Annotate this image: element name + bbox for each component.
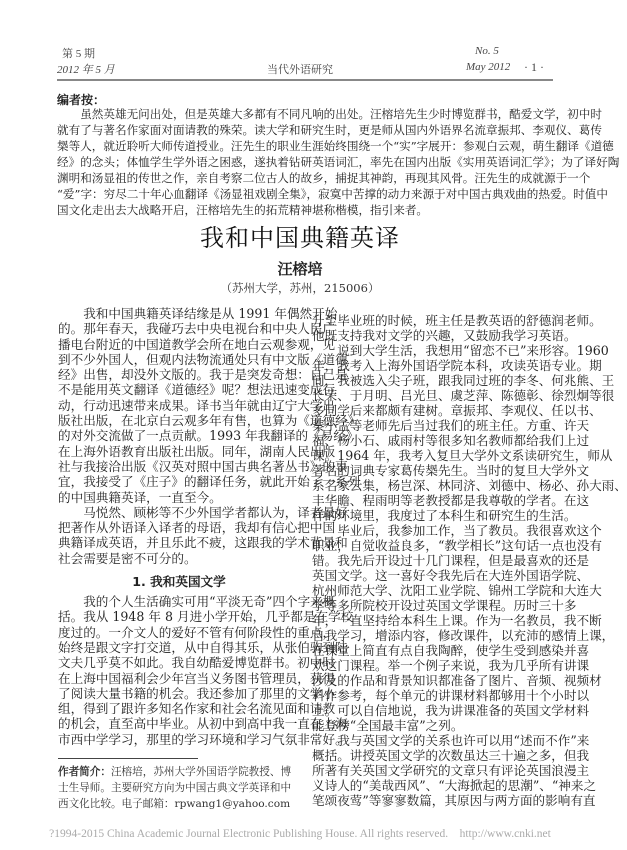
paragraph <box>312 343 627 523</box>
text-line: 组，得到了跟许多知名作家和社会名流见面和请教 <box>58 701 336 717</box>
footnote-divider <box>58 758 198 759</box>
copyright-footer: ?1994-2015 China Academic Journal Electronic Publishing House. All rights reserved. http://www.cnki.net <box>49 828 551 840</box>
text-line: 所著有关英国文学研究的文章只有评论英国浪漫主 <box>312 763 590 778</box>
issue-date-en: May 2012 <box>466 61 511 73</box>
text-line: 年，我考入上海外国语学院本科，攻读英语专业。期 <box>312 358 602 373</box>
editor-note-line: 椝等人，就近聆听大师传道授业。汪先生的职业生涯始终围绕一个“实”字展开：参观白云观，萌生翻译《道德 <box>57 139 614 153</box>
issue-number: 第 5 期 <box>62 48 95 60</box>
text-line: 不是能用英文翻译《道德经》呢？想法迅速变成行 <box>58 382 336 398</box>
text-line: 福、杨小石、戚雨村等很多知名教师都给我们上过 <box>312 433 590 448</box>
text-line: 秦小孟等老师先后当过我们的班主任。方重、许天 <box>312 418 590 433</box>
text-line: 笔颂夜莺”等寥寥数篇，其原因与两方面的影响有直 <box>312 793 596 808</box>
editor-note-line: 虽然英雄无问出处，但是英雄大多都有不同凡响的出处。汪榕培先生少时博览群书，酷爱文学，初中时 <box>80 107 602 121</box>
paragraph <box>58 504 348 566</box>
editor-note <box>57 106 620 218</box>
text-line: 的对外交流做了一点贡献。1993 年我翻译的《易经》 <box>58 428 359 444</box>
text-line: 他既支持我对文学的兴趣，又鼓励我学习英语。 <box>312 328 577 343</box>
text-line: 能登榜“全国最丰富”之列。 <box>312 718 464 733</box>
article-author: 汪榕培 <box>277 260 323 278</box>
text-line: 欢这门课程。举一个例子来说，我为几乎所有讲课 <box>312 658 590 673</box>
text-line: 始终是跟文字打交道，从中自得其乐，从张伯驹到陆 <box>58 639 348 655</box>
editor-note-label: 编者按： <box>57 93 106 107</box>
text-line: 概括。讲授英国文学的次数虽达三十遍之多，但我 <box>312 748 590 763</box>
text-line: 升至毕业班的时候，班主任是教英语的舒德润老师。 <box>312 313 602 328</box>
text-line: 料作参考，每个单元的讲课材料都够用十个小时以 <box>312 688 590 703</box>
text-line: 杭州师范大学、沈阳工业学院、锦州工学院和大连大 <box>312 583 602 598</box>
text-line: 长荣、于月明、吕光旦、虞芝萍、陈德彰、徐烈炯等很 <box>312 388 615 403</box>
text-line: 宜，我接受了《庄子》的翻译任务，就此开始了一系列 <box>58 474 361 490</box>
footnote-text: 汪榕培，苏州大学外国语学院教授、博士生导师。主要研究方向为中国古典文学英译和中西文化比较。电子邮箱：rpwang1@yahoo.com <box>58 766 292 810</box>
text-line: 间，我被选入尖子班，跟我同过班的李冬、何兆熊、王 <box>312 373 615 388</box>
text-line: 动，行动迅速带来成果。译书当年就由辽宁大学出 <box>58 397 336 413</box>
text-line: 在上海中国福利会少年宫当义务图书管理员，获得 <box>58 670 336 686</box>
text-line: 典籍译成英语，并且乐此不疲，这跟我的学术背景和 <box>58 535 348 551</box>
text-line: 丰华瞻、程雨明等老教授都是我尊敬的学者。在这 <box>312 493 590 508</box>
text-line: 的机会，直至高中毕业。从初中到高中我一直在上海 <box>58 716 348 732</box>
text-line: 义诗人的“美哉西风”、“大海掀起的思潮”、“神来之 <box>312 778 597 793</box>
text-line: 自我学习，增添内容，修改课件，以充沛的感情上课， <box>312 628 615 643</box>
text-line: 英国文学。这一喜好令我先后在大连外国语学院、 <box>312 568 590 583</box>
paragraph <box>312 733 597 808</box>
editor-note-line: 渊明和汤显祖的传世之作，亲自考察二位古人的故乡，捕捉其神韵，再现其风骨。汪先生的成就源于一个 <box>57 171 591 185</box>
text-line: 毕业后，我参加工作，当了教员。我很喜欢这个 <box>337 523 602 538</box>
author-footnote <box>58 764 300 812</box>
text-line: 课。1964 年，我考入复旦大学外文系读研究生，师从 <box>312 448 613 463</box>
editor-note-line: 国文化走出去大战略开启，汪榕培先生的拓荒精神堪称楷模，指引来者。 <box>57 203 429 217</box>
paragraph <box>312 523 615 733</box>
header-rule <box>57 79 553 81</box>
article-title: 我和中国典籍英译 <box>200 224 400 252</box>
text-line: 市西中学学习，那里的学习环境和学习气氛非常好。 <box>58 731 348 747</box>
text-line: 上。可以自信地说，我为讲课准备的英国文学材料 <box>312 703 590 718</box>
issue-date: 2012 年 5 月 <box>57 64 115 76</box>
text-line: 马悦然、顾彬等不少外国学者都认为，译者最好 <box>83 504 348 520</box>
left-column <box>58 306 361 747</box>
text-line: 度过的。一介文人的爱好不管有何阶段性的重点， <box>58 624 336 640</box>
text-line: 职业，自觉收益良多，“教学相长”这句话一点也没有 <box>312 538 602 553</box>
text-line: 了阅读大量书籍的机会。我还参加了那里的文学小 <box>58 685 336 701</box>
text-line: 的中国典籍英译，一直至今。 <box>58 489 222 505</box>
text-line: 说到大学生活，我想用“留恋不已”来形容。1960 <box>337 343 609 358</box>
text-line: 我和中国典籍英译结缘是从 1991 年偶然开始 <box>83 306 338 321</box>
text-line: 经》出售，却没外文版的。我于是突发奇想：自己是 <box>58 367 348 383</box>
text-line: 样的环境里，我度过了本科生和研究生的生活。 <box>312 508 577 523</box>
text-line: 我与英国文学的关系也许可以用“述而不作”来 <box>337 733 590 748</box>
text-line: 涉及的作品和背景知识都准备了图片、音频、视频材 <box>312 673 602 688</box>
journal-name: 当代外语研究 <box>267 64 333 76</box>
text-line: 著名的词典专家葛传椝先生。当时的复旦大学外文 <box>312 463 590 478</box>
text-line: 错。我先后开设过十几门课程，但是最喜欢的还是 <box>312 553 590 568</box>
text-line: 版社出版，在北京白云观多年有售，也算为《道德经》 <box>58 413 361 429</box>
page-number: · 1 · <box>524 60 544 74</box>
text-line: 的。那年春天，我碰巧去中央电视台和中央人民广 <box>58 321 336 337</box>
text-line: 播电台附近的中国道教学会所在地白云观参观，见 <box>58 336 336 352</box>
text-line: 社会需要是密不可分的。 <box>58 550 197 566</box>
issue-number-en: No. 5 <box>475 45 499 57</box>
author-affiliation: （苏州大学，苏州，215006） <box>220 281 380 295</box>
text-line: 系名家云集，杨岂深、林同济、刘德中、杨必、孙大雨、 <box>312 478 627 493</box>
section-heading: 1. 我和英国文学 <box>132 574 226 590</box>
editor-note-line: “爱”字：穷尽二十年心血翻译《汤显祖戏剧全集》，寂寞中苦撑的动力来源于对中国古典戏曲的热爱。时值中 <box>57 187 608 201</box>
text-line: 多同学后来都颇有建树。章振邦、李观仪、任以书、 <box>312 403 602 418</box>
text-line: 我的个人生活确实可用“平淡无奇”四个字来概 <box>83 594 336 610</box>
paragraph <box>312 313 602 343</box>
text-line: 到不少外国人，但观内法物流通处只有中文版《道德 <box>58 351 348 367</box>
text-line: 把著作从外语译入译者的母语，我却有信心把中国 <box>58 520 336 536</box>
text-line: 社与我接洽出版《汉英对照中国古典名著丛书》的事 <box>58 458 348 474</box>
editor-note-line: 经》的念头；体恤学生学外语之困惑，遂执着钻研英语词汇，率先在国内出版《实用英语词汇学》；为了译好陶 <box>57 155 620 169</box>
text-line: 年，一直坚持给本科生上课。作为一名教员，我不断 <box>312 613 602 628</box>
paragraph <box>58 306 361 505</box>
text-line: 括。我从 1948 年 8 月进小学开始，几乎都是在学校 <box>58 609 354 625</box>
editor-note-line: 就有了与著名作家面对面请教的殊荣。读大学和研究生时，更是师从国内外语界名流章振邦、李观仪、葛传 <box>57 123 602 137</box>
right-column <box>312 313 627 808</box>
text-line: 在课堂上简直有点自我陶醉，使学生受到感染并喜 <box>312 643 590 658</box>
text-line: 文夫几乎莫不如此。我自幼酷爱博览群书。初中时 <box>58 655 336 671</box>
text-line: 学等多所院校开设过英国文学课程。历时三十多 <box>312 598 577 613</box>
text-line: 在上海外语教育出版社出版。同年，湖南人民出版 <box>58 443 336 459</box>
footnote-label: 作者简介： <box>58 766 111 778</box>
paragraph <box>58 594 354 747</box>
